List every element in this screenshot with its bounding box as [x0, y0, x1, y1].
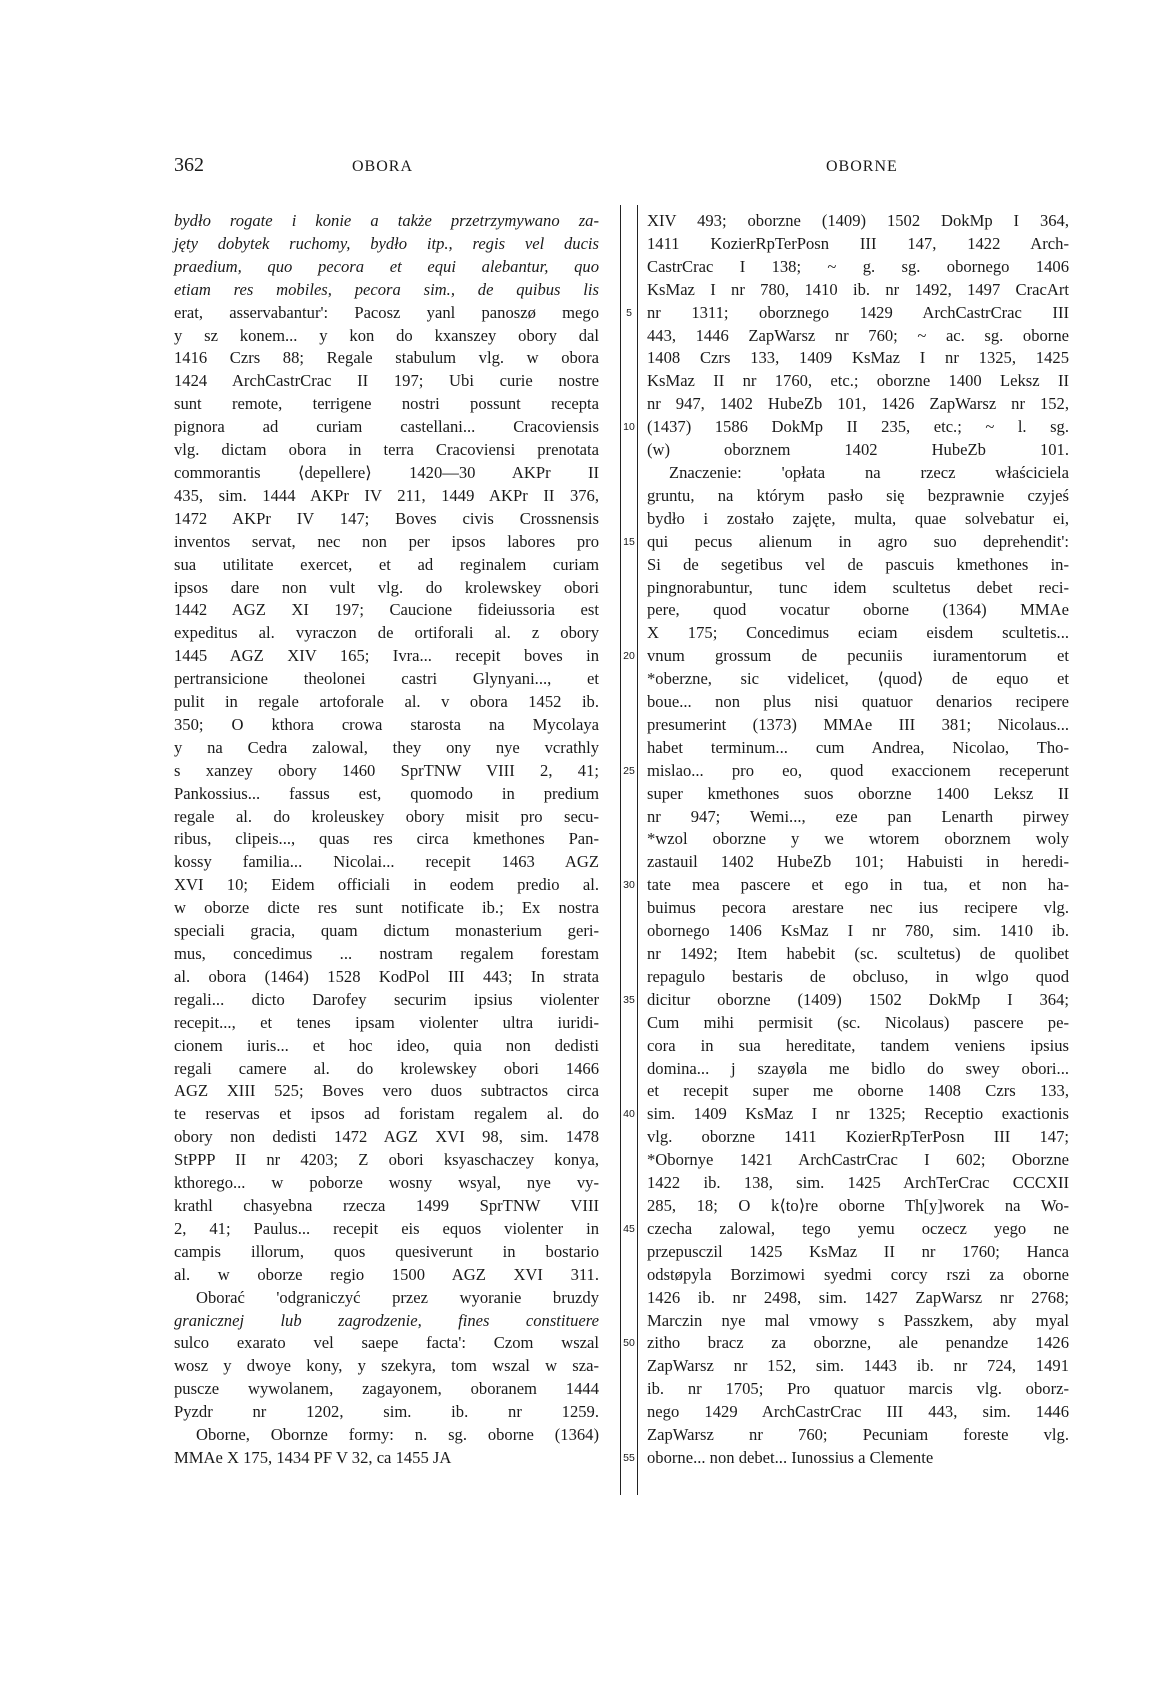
text-line: przepusczil 1425 KsMaz II nr 1760; Hanca — [647, 1241, 1069, 1261]
line-number: 55 — [623, 1451, 635, 1464]
text-line: 443, 1446 ZapWarsz nr 760; ~ ac. sg. oborne — [647, 325, 1069, 345]
text-line: 1442 AGZ XI 197; Caucione fideiussoria est — [174, 600, 599, 620]
text-line: domina... j szayøla me bidlo do swey obori... — [647, 1058, 1069, 1078]
text-line: presumerint (1373) MMAe III 381; Nicolaus... — [647, 714, 1069, 734]
right-column — [647, 210, 1069, 1470]
text-line: CastrCrac I 138; ~ g. sg. obornego 1406 — [647, 256, 1069, 276]
text-line: tate mea pascere et ego in tua, et non ha- — [647, 875, 1069, 895]
text-line: bydło rogate i konie a także przetrzymywano za- — [174, 211, 599, 230]
page-number: 362 — [174, 154, 204, 176]
text-line: Oborać 'odgraniczyć przez wyoranie bruzdy — [196, 1287, 599, 1307]
text-line: 435, sim. 1444 AKPr IV 211, 1449 AKPr II 376, — [174, 485, 599, 505]
text-line: obory non dedisti 1472 AGZ XVI 98, sim. 1478 — [174, 1127, 599, 1147]
text-line: commorantis ⟨depellere⟩ 1420—30 AKPr II — [174, 462, 599, 482]
text-line: puscze wywolanem, zagayonem, oboranem 1444 — [174, 1379, 599, 1399]
text-line: regale al. do kroleuskey obory misit pro secu- — [174, 806, 599, 826]
text-line: 285, 18; O k⟨to⟩re oborne Th[y]worek na Wo- — [647, 1195, 1069, 1215]
text-line: nr 1492; Item habebit (sc. scultetus) de quolibet — [647, 944, 1069, 963]
text-line: obornego 1406 KsMaz I nr 780, sim. 1410 ib. — [647, 921, 1069, 941]
text-line: speciali gracia, quam dictum monasterium geri- — [174, 921, 599, 941]
text-line: jęty dobytek ruchomy, bydło itp., regis vel ducis — [174, 233, 599, 253]
text-line: y na Cedra zalowal, they ony nye vcrathly — [174, 737, 599, 757]
column-rule-right — [637, 205, 638, 1495]
text-line: recepit..., et tenes ipsam violenter ultra iuridi- — [174, 1012, 599, 1032]
text-line: 1416 Czrs 88; Regale stabulum vlg. w obora — [174, 348, 599, 368]
text-line: bydło i zostało zajęte, multa, quae solvebatur ei, — [647, 508, 1069, 528]
text-line: etiam res mobiles, pecora sim., de quibus lis — [174, 279, 599, 299]
line-number: 40 — [623, 1108, 635, 1121]
text-line: StPPP II nr 4203; Z obori ksyaschaczey konya, — [174, 1150, 599, 1170]
text-line: Znaczenie: 'opłata na rzecz właściciela — [669, 462, 1069, 482]
text-line: (w) oborznem 1402 HubeZb 101. — [647, 440, 1069, 460]
line-number: 45 — [623, 1222, 635, 1235]
text-line: campis illorum, quos quesiverunt in bostario — [174, 1241, 599, 1261]
text-line: erat, asservabantur': Pacosz yanl panoszø mego — [174, 302, 599, 322]
text-line: (1437) 1586 DokMp II 235, etc.; ~ l. sg. — [647, 417, 1069, 437]
text-line: boue... non plus nisi quatuor denarios recipere — [647, 692, 1069, 712]
running-head-right: OBORNE — [826, 158, 898, 175]
text-line: czecha zalowal, tego yemu oczecz yego ne — [647, 1218, 1069, 1238]
text-line: odstøpyla Borzimowi syedmi corcy rszi za oborne — [647, 1264, 1069, 1284]
text-line: sua utilitate exercet, et ad reginalem curiam — [174, 554, 599, 574]
text-line: vlg. dictam obora in terra Cracoviensi prenotata — [174, 440, 599, 460]
left-column — [174, 210, 599, 1470]
text-line: cora in sua hereditate, tandem veniens ipsius — [647, 1035, 1069, 1055]
text-line: XIV 493; oborzne (1409) 1502 DokMp I 364, — [647, 211, 1069, 230]
text-line: XVI 10; Eidem officiali in eodem predio al. — [174, 875, 599, 895]
text-line: *oberzne, sic videlicet, ⟨quod⟩ de equo et — [647, 669, 1069, 689]
text-line: KsMaz I nr 780, 1410 ib. nr 1492, 1497 CracArt — [647, 279, 1069, 299]
text-line: w oborze dicte res sunt notificate ib.; Ex nostra — [174, 898, 599, 918]
text-line: s xanzey obory 1460 SprTNW VIII 2, 41; — [174, 760, 599, 780]
text-line: 1422 ib. 138, sim. 1425 ArchTerCrac CCCXII — [647, 1173, 1069, 1193]
text-line: sunt remote, terrigene nostri possunt recepta — [174, 394, 599, 414]
text-line: 2, 41; Paulus... recepit eis equos violenter in — [174, 1218, 599, 1238]
line-number: 20 — [623, 650, 635, 663]
text-line: mus, concedimus ... nostram regalem forestam — [174, 944, 599, 963]
text-line: repagulo bestaris de obcluso, in wlgo quod — [647, 966, 1069, 986]
text-line: expeditus al. vyraczon de ortiforali al. z obory — [174, 623, 599, 643]
text-line: sim. 1409 KsMaz I nr 1325; Receptio exactionis — [647, 1104, 1069, 1124]
text-line: 1426 ib. nr 2498, sim. 1427 ZapWarsz nr 2768; — [647, 1287, 1069, 1307]
text-line: *wzol oborzne y we wtorem oborznem woly — [647, 829, 1069, 849]
text-line: wosz y dwoye kony, y szekyra, tom wszal w sza- — [174, 1356, 599, 1376]
line-number: 25 — [623, 764, 635, 777]
text-line: *Obornye 1421 ArchCastrCrac I 602; Oborzne — [647, 1150, 1069, 1170]
text-line: inventos servat, nec non per ipsos labores pro — [174, 531, 599, 551]
text-line: mislao... pro eo, quod exaccionem receperunt — [647, 760, 1069, 780]
text-line: pignora ad curiam castellani... Cracoviensis — [174, 417, 599, 437]
text-line: Cum mihi permisit (sc. Nicolaus) pascere pe- — [647, 1012, 1069, 1032]
text-line: cionem iuris... et hoc ideo, quia non dedisti — [174, 1035, 599, 1055]
text-line: AGZ XIII 525; Boves vero duos subtractos circa — [174, 1081, 599, 1101]
text-line: kthorego... w poborze wosny wsyal, nye vy- — [174, 1173, 599, 1193]
text-line: kossy familia... Nicolai... recepit 1463 AGZ — [174, 852, 599, 872]
text-line: qui pecus alienum in agro suo deprehendit': — [647, 531, 1069, 551]
text-line: nr 947, 1402 HubeZb 101, 1426 ZapWarsz nr 152, — [647, 394, 1069, 414]
text-line: buimus pecora arestare nec ius recipere vlg. — [647, 898, 1069, 918]
text-line: pingnorabuntur, tunc idem scultetus debet reci- — [647, 577, 1069, 597]
text-line: pulit in regale artoforale al. v obora 1452 ib. — [174, 692, 599, 712]
line-number: 5 — [626, 306, 632, 319]
text-line: gruntu, na którym pasło się bezprawnie czyjeś — [647, 485, 1069, 505]
text-line: krathl chasyebna rzecza 1499 SprTNW VIII — [174, 1195, 599, 1215]
text-line: Oborne, Obornze formy: n. sg. oborne (1364) — [196, 1425, 599, 1445]
line-number: 50 — [623, 1337, 635, 1350]
text-line: nr 1311; oborznego 1429 ArchCastrCrac III — [647, 302, 1069, 322]
text-line: regali camere al. do krolewskey obori 1466 — [174, 1058, 599, 1078]
text-line: nr 947; Wemi..., eze pan Lenarth pirwey — [647, 806, 1069, 826]
text-line: 350; O kthora crowa starosta na Mycolaya — [174, 714, 599, 734]
text-line: ib. nr 1705; Pro quatuor marcis vlg. oborz- — [647, 1379, 1069, 1399]
text-line: zitho bracz za oborzne, ale penandze 1426 — [647, 1333, 1069, 1353]
text-line: Si de segetibus vel de pascuis kmethones in- — [647, 554, 1069, 574]
text-line: Pankossius... fassus est, quomodo in predium — [174, 783, 599, 803]
text-line: granicznej lub zagrodzenie, fines constituere — [174, 1310, 599, 1330]
text-line: y sz konem... y kon do kxanszey obory dal — [174, 325, 599, 345]
text-line: habet terminum... cum Andrea, Nicolao, Tho- — [647, 737, 1069, 757]
text-line: 1424 ArchCastrCrac II 197; Ubi curie nostre — [174, 371, 599, 391]
line-number: 15 — [623, 535, 635, 548]
text-line: 1472 AKPr IV 147; Boves civis Crossnensis — [174, 508, 599, 528]
text-line: al. w oborze regio 1500 AGZ XVI 311. — [174, 1264, 599, 1284]
text-line: praedium, quo pecora et equi alebantur, quo — [174, 256, 599, 276]
text-line: vnum grossum de pecuniis iuramentorum et — [647, 646, 1069, 666]
text-line: regali... dicto Darofey securim ipsius violenter — [174, 989, 599, 1009]
text-line: KsMaz II nr 1760, etc.; oborzne 1400 Leksz II — [647, 371, 1069, 391]
text-line: nego 1429 ArchCastrCrac III 443, sim. 1446 — [647, 1402, 1069, 1422]
text-line: ribus, clipeis..., quas res circa kmethones Pan- — [174, 829, 599, 849]
text-line: te reservas et ipsos ad foristam regalem al. do — [174, 1104, 599, 1124]
line-number: 10 — [623, 421, 635, 434]
line-number: 30 — [623, 879, 635, 892]
text-line: pere, quod vocatur oborne (1364) MMAe — [647, 600, 1069, 620]
text-line: zastauil 1402 HubeZb 101; Habuisti in heredi- — [647, 852, 1069, 872]
text-line: dicitur oborzne (1409) 1502 DokMp I 364; — [647, 989, 1069, 1009]
text-line: sulco exarato vel saepe facta': Czom wszal — [174, 1333, 599, 1353]
line-number-gutter — [621, 210, 637, 1500]
line-number: 35 — [623, 993, 635, 1006]
text-line: 1408 Czrs 133, 1409 KsMaz I nr 1325, 1425 — [647, 348, 1069, 368]
text-line: super kmethones suos oborzne 1400 Leksz II — [647, 783, 1069, 803]
text-line: Pyzdr nr 1202, sim. ib. nr 1259. — [174, 1402, 599, 1422]
text-line: vlg. oborzne 1411 KozierRpTerPosn III 147; — [647, 1127, 1069, 1147]
text-line: MMAe X 175, 1434 PF V 32, ca 1455 JA — [174, 1447, 452, 1467]
text-line: ipsos dare non vult vlg. do krolewskey obori — [174, 577, 599, 597]
text-line: ZapWarsz nr 760; Pecuniam foreste vlg. — [647, 1425, 1069, 1445]
text-line: 1411 KozierRpTerPosn III 147, 1422 Arch- — [647, 233, 1069, 253]
text-line: X 175; Concedimus eciam eisdem scultetis... — [647, 623, 1069, 643]
text-line: pertransicione theolonei castri Glynyani..., et — [174, 669, 599, 689]
running-head-left: OBORA — [352, 158, 414, 175]
text-line: et recepit super me oborne 1408 Czrs 133, — [647, 1081, 1069, 1101]
text-line: 1445 AGZ XIV 165; Ivra... recepit boves in — [174, 646, 599, 666]
text-line: oborne... non debet... Iunossius a Clemente — [647, 1447, 934, 1467]
text-line: ZapWarsz nr 152, sim. 1443 ib. nr 724, 1491 — [647, 1356, 1069, 1376]
text-line: al. obora (1464) 1528 KodPol III 443; In strata — [174, 966, 599, 986]
text-line: Marczin nye mal vmowy s Passzkem, aby myal — [647, 1310, 1069, 1330]
